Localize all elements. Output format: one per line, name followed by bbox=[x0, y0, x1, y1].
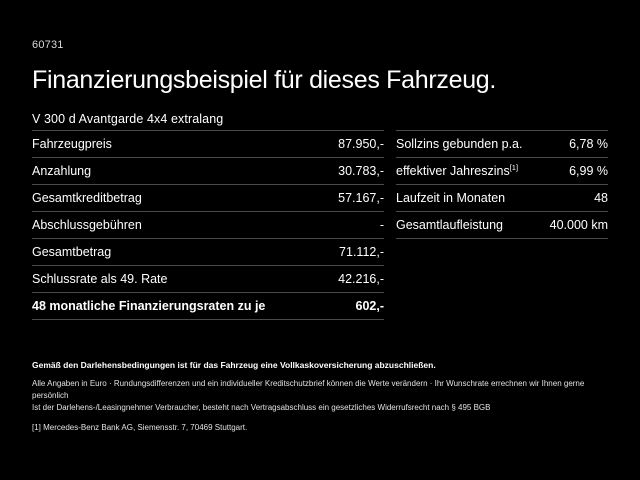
row-label: Abschlussgebühren bbox=[32, 218, 142, 232]
row-value: 71.112,- bbox=[339, 245, 384, 259]
footer-note: [1] Mercedes-Benz Bank AG, Siemensstr. 7, 70469 Stuttgart. bbox=[32, 423, 248, 432]
row-value: - bbox=[379, 218, 384, 232]
table-row bbox=[32, 157, 384, 184]
footnote-marker: [1] bbox=[509, 162, 519, 172]
table-row bbox=[32, 238, 384, 265]
row-label: Sollzins gebunden p.a. bbox=[396, 137, 523, 151]
row-label: Schlussrate als 49. Rate bbox=[32, 272, 168, 286]
column-gap bbox=[384, 130, 396, 320]
footer-disclaimer bbox=[32, 359, 608, 434]
table-row bbox=[32, 184, 384, 211]
table-row-total bbox=[32, 292, 384, 320]
table-row bbox=[396, 157, 608, 184]
footer-highlight: Gemäß den Darlehensbedingungen ist für das Fahrzeug eine Vollkaskoversicherung abzuschließen. bbox=[32, 360, 436, 370]
table-row bbox=[396, 130, 608, 157]
row-label: Laufzeit in Monaten bbox=[396, 191, 506, 205]
table-row bbox=[32, 130, 384, 157]
table-row bbox=[32, 211, 384, 238]
row-label-text: effektiver Jahreszins bbox=[396, 164, 510, 178]
table-row bbox=[396, 211, 608, 239]
table-row bbox=[32, 265, 384, 292]
page-title: Finanzierungsbeispiel für dieses Fahrzeug. bbox=[32, 66, 497, 94]
row-label: Gesamtbetrag bbox=[32, 245, 112, 259]
finance-tables bbox=[32, 130, 608, 320]
row-value: 87.950,- bbox=[338, 137, 384, 151]
right-finance-table bbox=[396, 130, 608, 320]
row-label: 48 monatliche Finanzierungsraten zu je bbox=[32, 299, 266, 313]
vehicle-name: V 300 d Avantgarde 4x4 extralang bbox=[32, 112, 224, 126]
row-label: Gesamtkreditbetrag bbox=[32, 191, 142, 205]
row-value: 40.000 km bbox=[549, 218, 608, 232]
row-value: 57.167,- bbox=[338, 191, 384, 205]
footer-line-2: Ist der Darlehens-/Leasingnehmer Verbraucher, besteht nach Vertragsabschluss ein gesetzliches Widerrufsrecht nach § 495 BGB bbox=[32, 403, 491, 412]
row-label: Gesamtlaufleistung bbox=[396, 218, 504, 232]
row-value: 42.216,- bbox=[338, 272, 384, 286]
row-value: 30.783,- bbox=[338, 164, 384, 178]
row-value: 6,78 % bbox=[569, 137, 608, 151]
row-value: 6,99 % bbox=[569, 164, 608, 178]
table-row bbox=[396, 184, 608, 211]
row-label: Fahrzeugpreis bbox=[32, 137, 112, 151]
row-value: 602,- bbox=[355, 299, 384, 313]
footer-line-1: Alle Angaben in Euro · Rundungsdifferenzen und ein individueller Kreditschutzbrief können die Werte verändern · Ihr Wunschrate errechnen wir Ihnen gerne persönlich bbox=[32, 379, 585, 400]
row-label: Anzahlung bbox=[32, 164, 92, 178]
row-value: 48 bbox=[594, 191, 608, 205]
left-finance-table bbox=[32, 130, 384, 320]
document-id: 60731 bbox=[32, 39, 64, 51]
row-label bbox=[396, 164, 518, 179]
